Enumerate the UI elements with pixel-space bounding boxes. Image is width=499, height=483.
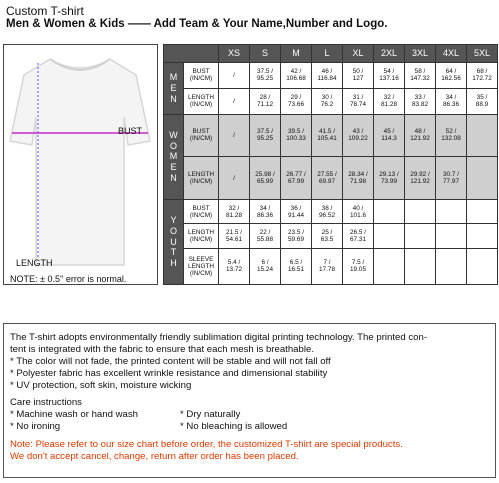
cell-text: LENGTH: [188, 229, 214, 237]
care-item: * No bleaching is allowed: [180, 421, 288, 433]
row-label: [184, 63, 219, 89]
row-label: [184, 88, 219, 114]
cell-text: 121.92: [410, 135, 430, 143]
cell-text: 106.68: [286, 75, 306, 83]
cell-text: 26.5 /: [350, 229, 366, 237]
page-subtitle: Men & Women & Kids —— Add Team & Your Name,Number and Logo.: [6, 18, 388, 30]
info-line: * Polyester fabric has excellent wrinkle resistance and dimensional stability: [10, 367, 328, 379]
size-cell: [250, 88, 281, 114]
cell-text: /: [233, 174, 235, 182]
header-size: XL: [343, 45, 374, 63]
size-cell: [250, 157, 281, 200]
youth-sleeve-row: [164, 248, 498, 284]
care-item: * Dry naturally: [180, 409, 241, 421]
cell-text: 67.31: [350, 236, 366, 244]
cell-text: LENGTH: [188, 262, 214, 270]
cell-text: 54.61: [226, 236, 242, 244]
cell-text: 55.88: [257, 236, 273, 244]
cell-text: 30.7 /: [443, 170, 459, 178]
cell-text: 81.28: [226, 211, 242, 219]
size-cell: [374, 157, 405, 200]
row-label: [184, 248, 219, 284]
size-cell: [312, 248, 343, 284]
cell-text: LENGTH: [188, 170, 214, 178]
cell-text: 25.98 /: [255, 170, 275, 178]
cell-text: 59.69: [288, 236, 304, 244]
cell-text: 34 /: [259, 204, 271, 212]
row-label: [184, 114, 219, 157]
group-letter: Y: [170, 214, 177, 225]
size-cell: [312, 88, 343, 114]
cell-text: 132.08: [441, 135, 461, 143]
group-letter: E: [170, 162, 177, 173]
size-header-row: [164, 45, 498, 63]
cell-text: 73.66: [288, 101, 304, 109]
cell-text: 76.2: [320, 101, 334, 109]
cell-text: 95.25: [257, 75, 273, 83]
length-label: LENGTH: [16, 258, 53, 268]
info-line: tent is integrated with the fabric to ensure that each mesh is breathable.: [10, 343, 314, 355]
cell-text: 54 /: [383, 68, 395, 76]
cell-text: 13.72: [226, 266, 242, 274]
cell-text: (IN/CM): [189, 211, 213, 219]
cell-text: 34 /: [445, 94, 457, 102]
cell-text: 26.77 /: [286, 170, 306, 178]
size-cell: [374, 114, 405, 157]
cell-text: 46 /: [321, 68, 333, 76]
size-cell: [219, 199, 250, 224]
cell-text: 67.99: [288, 178, 304, 186]
cell-text: 17.78: [319, 266, 335, 274]
cell-text: 73.99: [381, 178, 397, 186]
size-cell: [343, 157, 374, 200]
group-letter: E: [170, 82, 177, 93]
cell-text: 16.51: [288, 266, 304, 274]
cell-text: /: [233, 97, 235, 105]
cell-text: 71.98: [350, 178, 366, 186]
cell-text: 52 /: [445, 128, 457, 136]
size-cell: [250, 199, 281, 224]
cell-text: (IN/CM): [189, 236, 213, 244]
cell-text: 100.33: [286, 135, 306, 143]
size-cell: [405, 199, 436, 224]
size-cell: [312, 224, 343, 249]
cell-text: 37.5 /: [257, 68, 273, 76]
cell-text: 91.44: [288, 211, 304, 219]
info-line: * UV protection, soft skin, moisture wicking: [10, 379, 192, 391]
size-cell: [281, 157, 312, 200]
size-cell: [281, 199, 312, 224]
size-cell: [467, 88, 498, 114]
cell-text: 43 /: [352, 128, 364, 136]
group-letter: M: [169, 72, 178, 83]
cell-text: LENGTH: [188, 94, 214, 102]
cell-text: 32 /: [228, 204, 240, 212]
size-cell: [343, 63, 374, 89]
cell-text: 121.92: [410, 178, 430, 186]
care-list: [10, 409, 489, 433]
group-letter: N: [170, 93, 177, 104]
cell-text: 78.74: [350, 101, 366, 109]
size-cell: [467, 114, 498, 157]
tshirt-image: [0, 45, 160, 285]
size-cell: [436, 88, 467, 114]
cell-text: (IN/CM): [189, 269, 213, 277]
cell-text: (IN/CM): [189, 178, 213, 186]
youth-length-row: [164, 224, 498, 249]
cell-text: 172.72: [472, 75, 492, 83]
cell-text: BUST: [192, 204, 210, 212]
header-corner: [164, 45, 219, 63]
header-size: M: [281, 45, 312, 63]
men-bust-row: [164, 63, 498, 89]
size-cell: [436, 199, 467, 224]
cell-text: 65.99: [257, 178, 273, 186]
cell-text: 83.82: [412, 101, 428, 109]
size-cell: [312, 199, 343, 224]
group-letter: O: [169, 140, 177, 151]
size-cell: [219, 63, 250, 89]
group-letter: N: [170, 172, 177, 183]
row-label: [184, 224, 219, 249]
cell-text: 25 /: [321, 229, 333, 237]
cell-text: 36 /: [290, 204, 302, 212]
size-cell: [250, 224, 281, 249]
men-group-label: [164, 63, 184, 115]
cell-text: 40 /: [352, 204, 364, 212]
cell-text: 162.56: [441, 75, 461, 83]
cell-text: 32 /: [383, 94, 395, 102]
header-size: 2XL: [374, 45, 405, 63]
size-cell: [405, 157, 436, 200]
cell-text: 41.5 /: [319, 128, 335, 136]
header-size: 3XL: [405, 45, 436, 63]
cell-text: 71.12: [257, 101, 273, 109]
row-label: [184, 199, 219, 224]
cell-text: 64 /: [445, 68, 457, 76]
size-cell: [405, 224, 436, 249]
size-cell: [343, 199, 374, 224]
women-bust-row: [164, 114, 498, 157]
cell-text: /: [233, 131, 235, 139]
cell-text: 35 /: [476, 94, 488, 102]
cell-text: (IN/CM): [189, 75, 213, 83]
error-note: NOTE: ± 0.5'' error is normal.: [10, 274, 127, 284]
cell-text: 77.97: [443, 178, 459, 186]
warning-line: We don't accept cancel, change, return after order has been placed.: [10, 451, 299, 463]
bust-label: BUST: [118, 126, 143, 136]
size-cell: [436, 114, 467, 157]
header-size: XS: [219, 45, 250, 63]
group-letter: W: [169, 129, 178, 140]
cell-text: 63.5: [320, 236, 334, 244]
group-letter: H: [170, 258, 177, 269]
size-cell: [281, 88, 312, 114]
size-cell: [343, 248, 374, 284]
size-cell: [219, 157, 250, 200]
cell-text: 7.5 /: [351, 259, 365, 267]
order-warning: [10, 439, 489, 463]
group-letter: M: [169, 151, 178, 162]
page-title: Custom T-shirt: [6, 4, 84, 18]
cell-text: 37.5 /: [257, 128, 273, 136]
size-cell: [405, 114, 436, 157]
size-cell: [219, 224, 250, 249]
cell-text: 81.28: [381, 101, 397, 109]
cell-text: 6 /: [261, 259, 269, 267]
size-chart-table: [163, 44, 498, 285]
cell-text: 105.41: [317, 135, 337, 143]
cell-text: 95.25: [257, 135, 273, 143]
size-cell: [219, 114, 250, 157]
cell-text: 29.13 /: [379, 170, 399, 178]
size-cell: [405, 248, 436, 284]
cell-text: 48 /: [414, 128, 426, 136]
care-item: * No ironing: [10, 421, 61, 433]
cell-text: (IN/CM): [189, 101, 213, 109]
cell-text: 69.97: [319, 178, 335, 186]
cell-text: 30 /: [321, 94, 333, 102]
cell-text: 86.36: [443, 101, 459, 109]
size-cell: [467, 199, 498, 224]
size-cell: [343, 114, 374, 157]
cell-text: 147.32: [410, 75, 430, 83]
cell-text: BUST: [192, 68, 210, 76]
header-size: L: [312, 45, 343, 63]
info-line: The T-shirt adopts environmentally friendly sublimation digital printing technology. The printed con-: [10, 332, 428, 343]
cell-text: 50 /: [352, 68, 364, 76]
header-size: S: [250, 45, 281, 63]
cell-text: 86.36: [257, 211, 273, 219]
size-cell: [405, 88, 436, 114]
youth-bust-row: [164, 199, 498, 224]
size-cell: [312, 114, 343, 157]
size-cell: [374, 88, 405, 114]
cell-text: 29 /: [290, 94, 302, 102]
size-cell: [467, 157, 498, 200]
cell-text: BUST: [192, 128, 210, 136]
cell-text: 116.84: [317, 75, 337, 83]
women-length-row: [164, 157, 498, 200]
size-cell: [374, 248, 405, 284]
row-label: [184, 157, 219, 200]
cell-text: 6.5 /: [289, 259, 303, 267]
women-group-label: [164, 114, 184, 199]
size-cell: [467, 63, 498, 89]
product-info-box: [3, 323, 496, 478]
cell-text: /: [233, 71, 235, 79]
info-line: * The color will not fade, the printed content will be stable and will not fall off: [10, 355, 331, 367]
size-cell: [436, 248, 467, 284]
cell-text: 23.5 /: [288, 229, 304, 237]
cell-text: 101.6: [350, 211, 366, 219]
size-cell: [281, 224, 312, 249]
cell-text: 38 /: [321, 204, 333, 212]
cell-text: 7 /: [323, 259, 331, 267]
size-cell: [281, 114, 312, 157]
size-cell: [343, 224, 374, 249]
cell-text: 96.52: [319, 211, 335, 219]
group-letter: T: [170, 247, 177, 258]
size-cell: [250, 114, 281, 157]
group-letter: U: [170, 236, 177, 247]
size-cell: [467, 224, 498, 249]
cell-text: 15.24: [257, 266, 273, 274]
size-cell: [312, 157, 343, 200]
cell-text: 88.9: [475, 101, 489, 109]
size-cell: [374, 199, 405, 224]
cell-text: 5.4 /: [227, 259, 241, 267]
cell-text: 39.5 /: [288, 128, 304, 136]
cell-text: 19.05: [350, 266, 366, 274]
cell-text: 27.55 /: [317, 170, 337, 178]
cell-text: 109.22: [348, 135, 368, 143]
header-size: 5XL: [467, 45, 498, 63]
cell-text: 42 /: [290, 68, 302, 76]
cell-text: 68 /: [476, 68, 488, 76]
size-cell: [374, 224, 405, 249]
cell-text: 127: [352, 75, 364, 83]
size-cell: [219, 88, 250, 114]
size-cell: [436, 157, 467, 200]
size-cell: [250, 248, 281, 284]
size-cell: [312, 63, 343, 89]
youth-group-label: [164, 199, 184, 284]
size-cell: [250, 63, 281, 89]
cell-text: 114.3: [381, 135, 397, 143]
header-size: 4XL: [436, 45, 467, 63]
cell-text: 28 /: [259, 94, 271, 102]
size-cell: [374, 63, 405, 89]
size-cell: [343, 88, 374, 114]
cell-text: 21.5 /: [226, 229, 242, 237]
cell-text: 45 /: [383, 128, 395, 136]
cell-text: SLEEVE: [188, 255, 214, 263]
size-cell: [467, 248, 498, 284]
size-cell: [436, 63, 467, 89]
cell-text: 28.34 /: [348, 170, 368, 178]
cell-text: 137.16: [379, 75, 399, 83]
care-item: * Machine wash or hand wash: [10, 409, 138, 421]
size-cell: [219, 248, 250, 284]
cell-text: 22 /: [259, 229, 271, 237]
care-title: Care instructions: [10, 397, 82, 409]
cell-text: 33 /: [414, 94, 426, 102]
size-cell: [281, 63, 312, 89]
size-cell: [281, 248, 312, 284]
cell-text: 29.92 /: [410, 170, 430, 178]
cell-text: 31 /: [352, 94, 364, 102]
size-cell: [436, 224, 467, 249]
cell-text: 58 /: [414, 68, 426, 76]
warning-line: Note: Please refer to our size chart before order, the customized T-shirt are special products.: [10, 439, 403, 451]
men-length-row: [164, 88, 498, 114]
cell-text: (IN/CM): [189, 135, 213, 143]
size-cell: [405, 63, 436, 89]
group-letter: O: [169, 225, 177, 236]
